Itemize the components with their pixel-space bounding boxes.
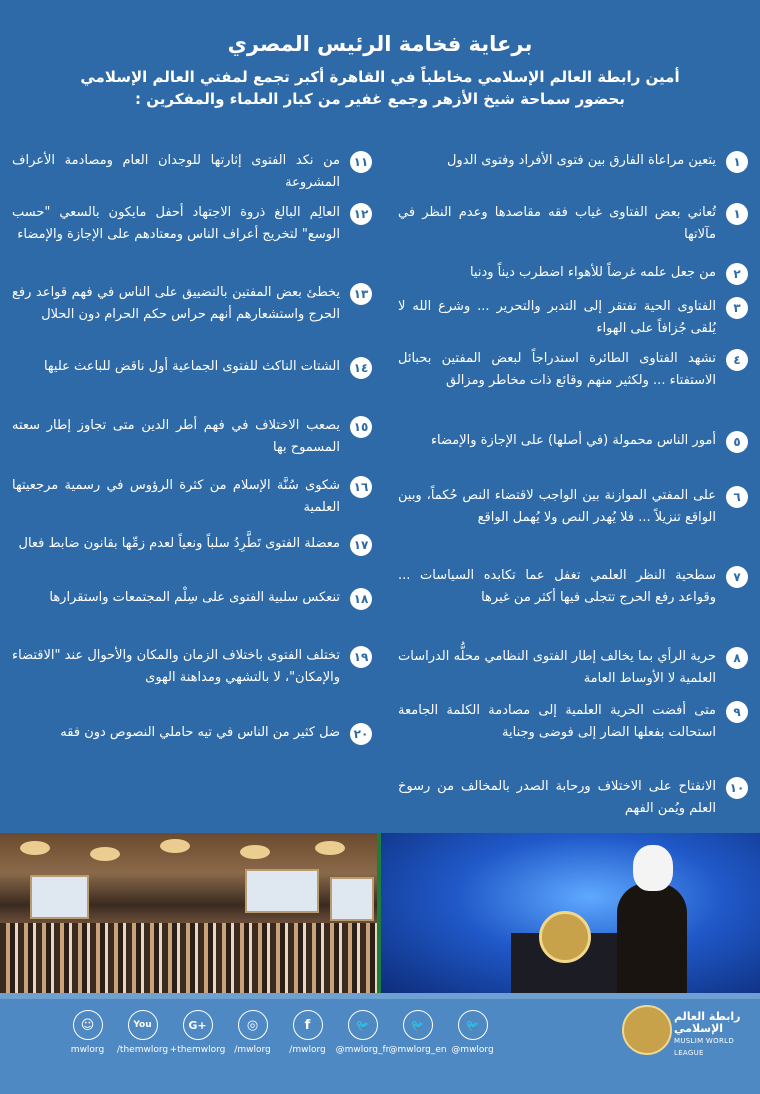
item-number-badge: ٦ (726, 486, 748, 508)
item-text: أمور الناس محمولة (في أصلها) على الإجازة والإمضاء (430, 433, 716, 448)
social-link-youtube[interactable] (115, 1010, 170, 1055)
item-text: العالِم البالغ ذروة الاجتهاد أحفل مايكون بالسعي "حسب الوسع" لتخريج أعراف الناس ومعتادهم على الإجازة والإمضاء (12, 205, 340, 242)
item-text: من جعل علمه غرضاً للأهواء اضطرب ديناً ودنيا (469, 265, 716, 280)
item-number-badge: ١ (726, 203, 748, 225)
social-handle: /themwlorg (116, 1045, 169, 1055)
list-item (398, 485, 748, 529)
item-number-badge: ١٦ (350, 476, 372, 498)
item-text: متى أفضت الحرية العلمية إلى مصادمة الكلمة الجامعة استحالت بفعلها الضار إلى فوضى وجناية (398, 703, 716, 740)
chandelier-light (20, 841, 50, 855)
item-text: شكوى سُنَّة الإسلام من كثرة الرؤوس في رسمية مرجعيتها العلمية (12, 478, 340, 515)
youtube-icon: You (128, 1010, 158, 1040)
item-number-badge: ١ (726, 151, 748, 173)
item-text: ضل كثير من الناس في تيه حاملي النصوص دون فقه (60, 725, 340, 740)
item-text: يخطئ بعض المفتين بالتضييق على الناس في فهم قواعد رفع الحرج واستشعارهم أنهم حراس حكم الحرام دون الحلال (12, 285, 340, 322)
header (0, 32, 760, 110)
item-text: الانفتاح على الاختلاف ورحابة الصدر بالمخالف من رسوخ العلم ويُمن الفهم (398, 779, 716, 816)
list-item (398, 262, 748, 285)
item-number-badge: ٨ (726, 647, 748, 669)
twitter-icon: 🐦 (403, 1010, 433, 1040)
item-number-badge: ١٥ (350, 416, 372, 438)
list-item (12, 415, 372, 459)
item-number-badge: ١٨ (350, 588, 372, 610)
item-number-badge: ١٢ (350, 203, 372, 225)
item-text: على المفتي الموازنة بين الواجب لاقتضاء النص حُكماً، وبين الواقع تنزيلاً ... فلا يُهدر النص ولا يُهمل الواقع (398, 488, 716, 525)
item-text: الفتاوى الحية تفتقر إلى التدبر والتحرير ... وشرع الله لا يُلقى جُزافاً على الهواء (398, 299, 716, 336)
list-item (12, 282, 372, 326)
list-item (12, 722, 372, 745)
page-title: برعاية فخامة الرئيس المصري (227, 32, 533, 56)
list-item (398, 430, 748, 453)
social-links (60, 1010, 500, 1055)
item-number-badge: ٥ (726, 431, 748, 453)
twitter-icon: 🐦 (348, 1010, 378, 1040)
projection-screen (330, 877, 374, 921)
speaker-head (633, 845, 673, 891)
social-link-twitter-fr[interactable] (335, 1010, 390, 1055)
item-number-badge: ١٣ (350, 283, 372, 305)
item-number-badge: ٣ (726, 297, 748, 319)
item-text: تُعاني بعض الفتاوى غياب فقه مقاصدها وعدم النظر في مآلاتها (398, 205, 716, 242)
snapchat-icon: ☺ (73, 1010, 103, 1040)
item-number-badge: ١٧ (350, 534, 372, 556)
list-item (12, 645, 372, 689)
item-text: تشهد الفتاوى الطائرة استدراجاً لبعض المفتين بحبائل الاستفتاء ... ولكثير منهم وقائع ذات مخاطر ومزالق (398, 351, 716, 388)
list-item (12, 475, 372, 519)
item-text: يصعب الاختلاف في فهم أطر الدين متى تجاوز إطار سعته المسموح بها (12, 418, 340, 455)
speaker-photo (381, 833, 760, 993)
list-item (12, 533, 372, 556)
item-number-badge: ١١ (350, 151, 372, 173)
list-item (398, 348, 748, 392)
footer (0, 993, 760, 1094)
projection-screen (30, 875, 89, 919)
item-number-badge: ٤ (726, 349, 748, 371)
logo-name-english: MUSLIM WORLD LEAGUE (674, 1037, 735, 1057)
mwl-logo (622, 1005, 672, 1055)
conference-hall-photo (0, 833, 377, 993)
twitter-icon: 🐦 (458, 1010, 488, 1040)
social-handle: /mwlorg (289, 1045, 326, 1055)
list-item (398, 202, 748, 246)
social-handle: /mwlorg (234, 1045, 271, 1055)
item-text: من نكد الفتوى إثارتها للوجدان العام ومصادمة الأعراف المشروعة (12, 153, 340, 190)
logo-text (674, 1011, 754, 1059)
google-plus-icon: G+ (183, 1010, 213, 1040)
list-item (398, 565, 748, 609)
item-number-badge: ١٩ (350, 646, 372, 668)
social-handle: +themwlorg (169, 1045, 226, 1055)
social-link-instagram[interactable] (225, 1010, 280, 1055)
item-number-badge: ٧ (726, 566, 748, 588)
chandelier-light (315, 841, 345, 855)
speaker-robe (617, 883, 687, 993)
list-item (12, 202, 372, 246)
speaker-figure (617, 845, 687, 993)
item-text: تختلف الفتوى باختلاف الزمان والمكان والأحوال عند "الاقتضاء والإمكان"، لا بالتشهي ومداهنة الهوى (12, 648, 340, 685)
item-number-badge: ١٠ (726, 777, 748, 799)
footer-top-bar (0, 993, 760, 999)
item-text: معضلة الفتوى تَطَّرِدُ سلباً ونعياً لعدم زمِّها بقانون ضابط فعال (18, 536, 340, 551)
item-text: تنعكس سلبية الفتوى على سِلْم المجتمعات واستقرارها (49, 590, 340, 605)
logo-name-arabic: رابطة العالم الإسلامي (674, 1010, 741, 1035)
social-handle: @mwlorg_fr (335, 1045, 390, 1055)
item-number-badge: ٩ (726, 701, 748, 723)
list-item (12, 356, 372, 379)
list-item (398, 150, 748, 173)
item-number-badge: ٢ (726, 263, 748, 285)
list-item (398, 700, 748, 744)
list-item (398, 296, 748, 340)
item-text: الشتات الناكث للفتوى الجماعية أول ناقض للباعث عليها (43, 359, 340, 374)
facebook-icon: f (293, 1010, 323, 1040)
item-number-badge: ١٤ (350, 357, 372, 379)
social-link-snapchat[interactable] (60, 1010, 115, 1055)
list-item (398, 776, 748, 820)
list-item (398, 646, 748, 690)
instagram-icon: ◎ (238, 1010, 268, 1040)
chandelier-light (160, 839, 190, 853)
social-link-google-plus[interactable] (170, 1010, 225, 1055)
item-text: يتعين مراعاة الفارق بين فتوى الأفراد وفتوى الدول (446, 153, 716, 168)
podium-emblem (539, 911, 591, 963)
social-link-twitter-en[interactable] (390, 1010, 445, 1055)
audience-crowd (0, 923, 377, 993)
chandelier-light (90, 847, 120, 861)
subtitle-line-2: بحضور سماحة شيخ الأزهر وجمع غفير من كبار العلماء والمفكرين : (135, 90, 625, 108)
item-text: حرية الرأي بما يخالف إطار الفتوى النظامي محلُّه الدراسات العلمية لا الأوساط العامة (398, 649, 716, 686)
social-handle: @mwlorg (451, 1045, 494, 1055)
projection-screen (245, 869, 319, 913)
item-text: سطحية النظر العلمي تغفل عما تكابده السياسات ... وقواعد رفع الحرج تتجلى فيها أكثر من غيرها (398, 568, 716, 605)
subtitle-line-1: أمين رابطة العالم الإسلامي مخاطباً في القاهرة أكبر تجمع لمفتي العالم الإسلامي (80, 68, 680, 86)
chandelier-light (240, 845, 270, 859)
list-item (12, 150, 372, 194)
list-item (12, 587, 372, 610)
social-link-twitter[interactable] (445, 1010, 500, 1055)
photo-strip (0, 833, 760, 993)
social-handle: @mwlorg_en (388, 1045, 447, 1055)
social-link-facebook[interactable] (280, 1010, 335, 1055)
item-number-badge: ٢٠ (350, 723, 372, 745)
social-handle: mwlorg (70, 1045, 105, 1055)
